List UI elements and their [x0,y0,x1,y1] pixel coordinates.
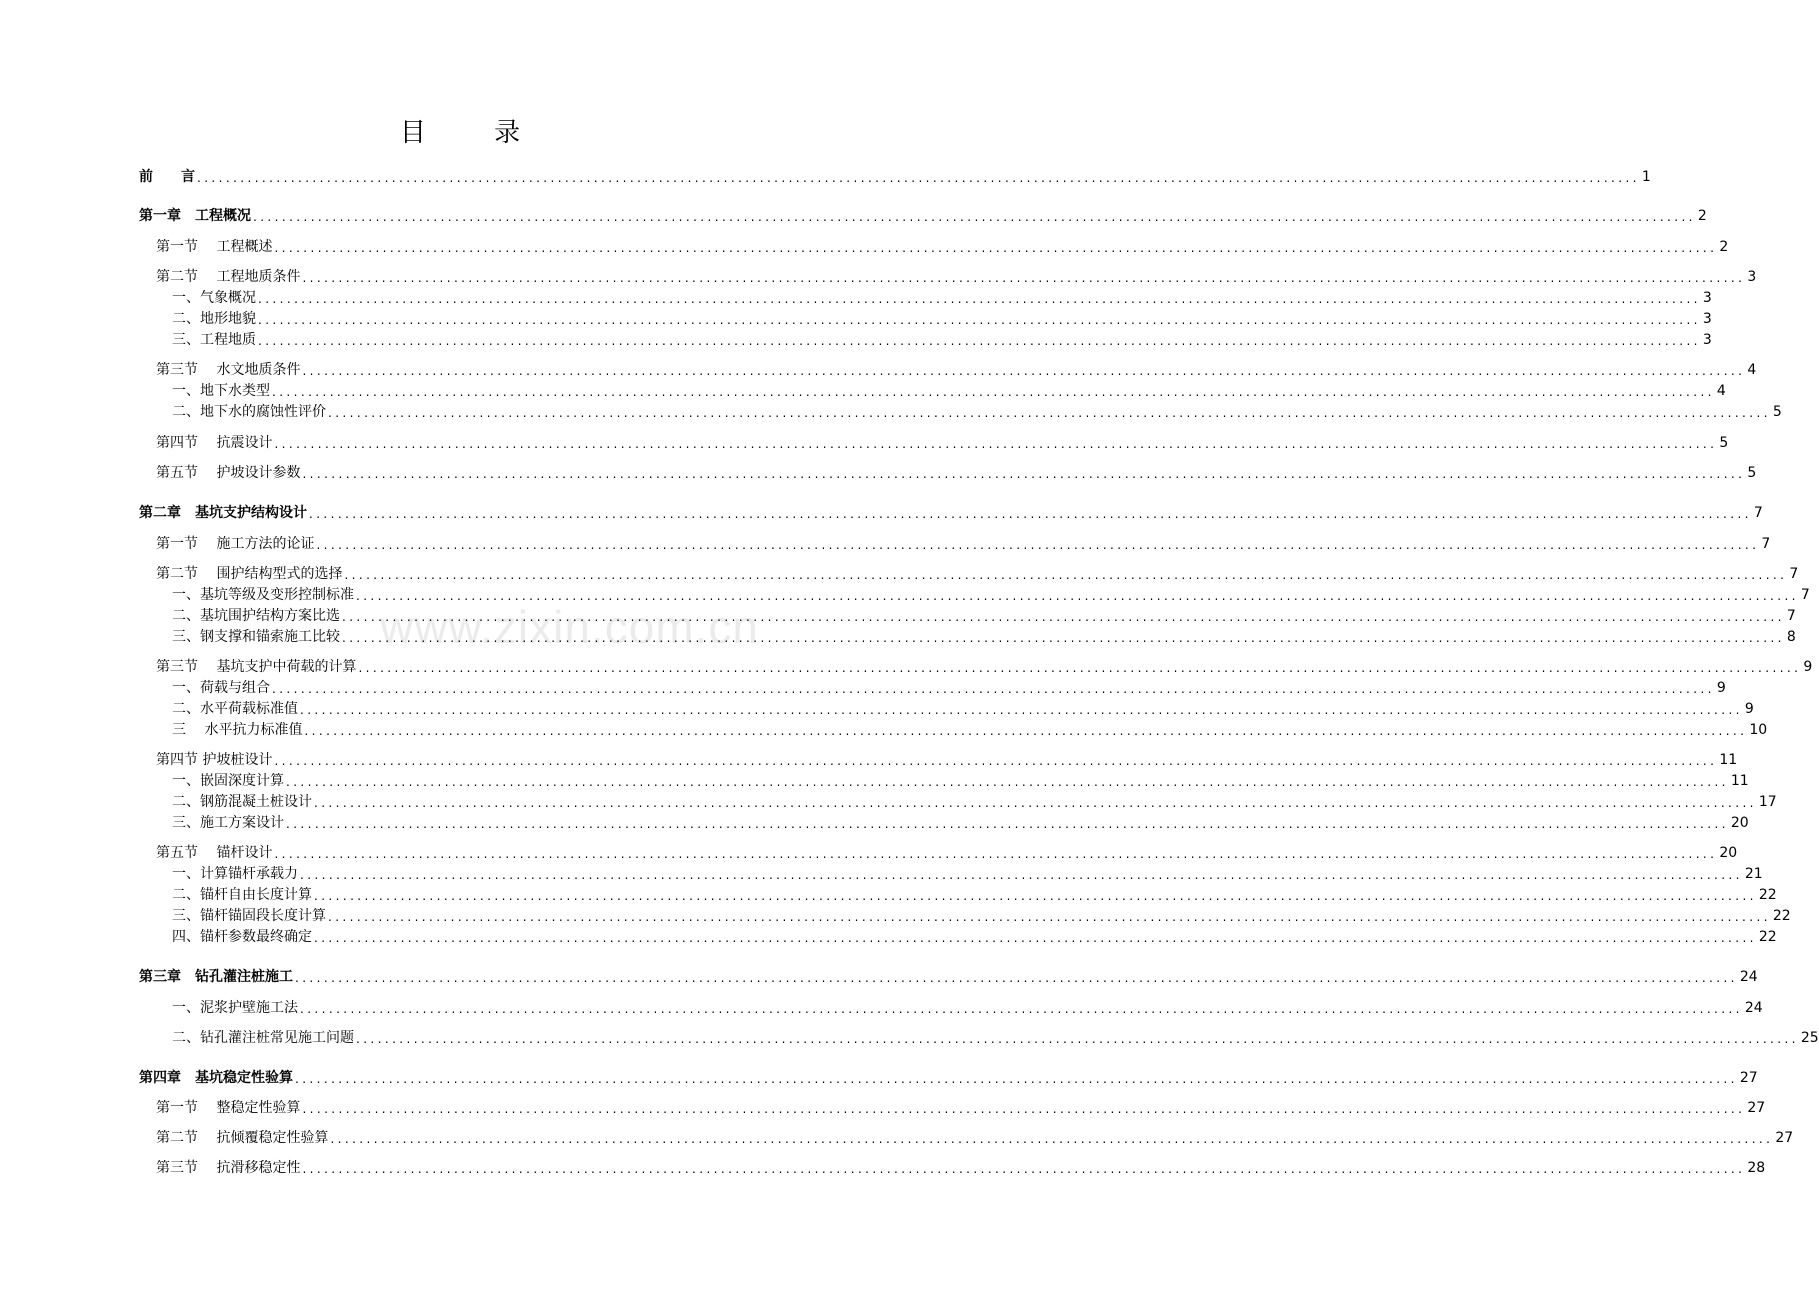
dot-leader: ........................................................................................................................................................................................................ [328,406,1771,420]
dot-leader: ........................................................................................................................................................................................................ [286,817,1729,831]
toc-entry[interactable] [156,360,1757,380]
toc-entry-label: 第二章 基坑支护结构设计 [139,505,307,521]
toc-entry[interactable] [156,750,1738,770]
toc-entry[interactable] [156,237,1729,257]
toc-entry-label: 第二节 围护结构型式的选择 [156,566,343,582]
toc-entry-label: 二、钻孔灌注桩常见施工问题 [172,1030,354,1046]
toc-entry-page: 22 [1758,929,1777,945]
toc-entry-label: 三、钢支撑和锚索施工比较 [172,629,340,645]
toc-entry-label: 前 言 [139,169,195,185]
dot-leader: ........................................................................................................................................................................................................ [330,1132,1774,1146]
toc-entry-page: 7 [1753,505,1763,521]
toc-entry-page: 3 [1747,269,1757,285]
toc-entry[interactable] [139,206,1707,226]
toc-entry-page: 5 [1719,435,1729,451]
toc-entry-label: 一、基坑等级及变形控制标准 [172,587,354,603]
dot-leader: ........................................................................................................................................................................................................ [300,868,1743,882]
toc-entry-page: 28 [1747,1160,1766,1176]
dot-leader: ........................................................................................................................................................................................................ [342,631,1785,645]
toc-entry-label: 第四节 护坡桩设计 [156,752,273,768]
toc-entry[interactable] [156,843,1738,863]
dot-leader: ........................................................................................................................................................................................................ [300,703,1743,717]
toc-entry[interactable] [172,627,1796,647]
toc-entry-page: 24 [1739,969,1758,985]
toc-entry-label: 第五节 护坡设计参数 [156,465,301,481]
toc-entry-label: 第一节 工程概述 [156,239,273,255]
toc-entry[interactable] [172,288,1712,308]
toc-entry-page: 3 [1702,332,1712,348]
toc-entry[interactable] [172,402,1782,422]
dot-leader: ........................................................................................................................................................................................................ [258,313,1701,327]
toc-entry-label: 一、嵌固深度计算 [172,773,284,789]
toc-entry[interactable] [172,927,1777,947]
toc-entry[interactable] [172,813,1749,833]
toc-entry[interactable] [172,381,1726,401]
dot-leader: ........................................................................................................................................................................................................ [302,364,1746,378]
dot-leader: ........................................................................................................................................................................................................ [274,847,1718,861]
dot-leader: ........................................................................................................................................................................................................ [328,910,1771,924]
toc-entry[interactable] [172,585,1810,605]
dot-leader: ........................................................................................................................................................................................................ [358,661,1802,675]
dot-leader: ........................................................................................................................................................................................................ [356,1032,1799,1046]
dot-leader: ........................................................................................................................................................................................................ [295,1072,1738,1086]
toc-entry-page: 10 [1749,722,1768,738]
toc-entry-label: 第四节 抗震设计 [156,435,273,451]
toc-entry-label: 第五节 锚杆设计 [156,845,273,861]
toc-entry[interactable] [172,309,1712,329]
toc-entry-page: 7 [1761,536,1771,552]
toc-entry-label: 一、荷载与组合 [172,680,270,696]
toc-entry-label: 一、计算锚杆承载力 [172,866,298,882]
toc-entry[interactable] [172,998,1763,1018]
toc-entry-label: 第一节 整稳定性验算 [156,1100,301,1116]
dot-leader: ........................................................................................................................................................................................................ [274,241,1718,255]
toc-entry-label: 第四章 基坑稳定性验算 [139,1070,293,1086]
toc-entry-label: 一、气象概况 [172,290,256,306]
toc-entry-label: 第二节 抗倾覆稳定性验算 [156,1130,329,1146]
toc-entry-label: 二、地下水的腐蚀性评价 [172,404,326,420]
toc-entry[interactable] [139,503,1763,523]
toc-entry[interactable] [172,771,1749,791]
dot-leader: ........................................................................................................................................................................................................ [258,334,1701,348]
dot-leader: ........................................................................................................................................................................................................ [286,775,1729,789]
toc-entry-label: 第三节 基坑支护中荷载的计算 [156,659,357,675]
dot-leader: ........................................................................................................................................................................................................ [302,271,1746,285]
toc-entry-label: 第一节 施工方法的论证 [156,536,315,552]
toc-entry[interactable] [172,330,1712,350]
toc-entry-page: 27 [1775,1130,1794,1146]
toc-entry-label: 第二节 工程地质条件 [156,269,301,285]
toc-entry-label: 二、水平荷载标准值 [172,701,298,717]
toc-entry[interactable] [172,720,1768,740]
toc-entry-page: 5 [1772,404,1782,420]
dot-leader: ........................................................................................................................................................................................................ [300,1002,1743,1016]
dot-leader: ........................................................................................................................................................................................................ [274,437,1718,451]
toc-entry[interactable] [156,433,1729,453]
toc-entry-label: 第三节 水文地质条件 [156,362,301,378]
dot-leader: ........................................................................................................................................................................................................ [316,538,1760,552]
dot-leader: ........................................................................................................................................................................................................ [344,568,1788,582]
toc-entry-label: 第三节 抗滑移稳定性 [156,1160,301,1176]
toc-entry[interactable] [172,606,1796,626]
dot-leader: ........................................................................................................................................................................................................ [302,1162,1746,1176]
toc-entry-page: 11 [1719,752,1738,768]
toc-entry[interactable] [156,1158,1766,1178]
toc-entry-page: 11 [1730,773,1749,789]
toc-entry[interactable] [172,1028,1819,1048]
toc-entry-page: 4 [1747,362,1757,378]
dot-leader: ........................................................................................................................................................................................................ [302,1102,1746,1116]
toc-entry-page: 1 [1641,169,1651,185]
toc-entry-page: 24 [1744,1000,1763,1016]
dot-leader: ........................................................................................................................................................................................................ [197,171,1640,185]
toc-entry-page: 22 [1758,887,1777,903]
toc-entry-page: 7 [1800,587,1810,603]
toc-entry-label: 第一章 工程概况 [139,208,251,224]
dot-leader: ........................................................................................................................................................................................................ [274,754,1718,768]
dot-leader: ........................................................................................................................................................................................................ [342,610,1785,624]
dot-leader: ........................................................................................................................................................................................................ [253,210,1696,224]
toc-entry[interactable] [156,564,1799,584]
toc-entry-page: 9 [1803,659,1813,675]
toc-entry[interactable] [172,864,1763,884]
toc-entry[interactable] [156,463,1757,483]
toc-entry-page: 7 [1786,608,1796,624]
dot-leader: ........................................................................................................................................................................................................ [302,467,1746,481]
toc-entry-label: 一、泥浆护壁施工法 [172,1000,298,1016]
toc-entry[interactable] [139,1068,1758,1088]
toc-entry[interactable] [172,885,1777,905]
dot-leader: ........................................................................................................................................................................................................ [304,724,1748,738]
toc-entry-label: 二、锚杆自由长度计算 [172,887,312,903]
toc-entry-label: 二、基坑围护结构方案比选 [172,608,340,624]
toc-entry-page: 3 [1702,311,1712,327]
toc-entry-page: 17 [1758,794,1777,810]
toc-entry-page: 2 [1719,239,1729,255]
dot-leader: ........................................................................................................................................................................................................ [295,971,1738,985]
toc-entry-page: 20 [1719,845,1738,861]
toc-entry-label: 四、锚杆参数最终确定 [172,929,312,945]
toc-entry-page: 9 [1716,680,1726,696]
dot-leader: ........................................................................................................................................................................................................ [258,292,1701,306]
toc-entry[interactable] [172,678,1726,698]
dot-leader: ........................................................................................................................................................................................................ [356,589,1799,603]
toc-entry-page: 2 [1697,208,1707,224]
dot-leader: ........................................................................................................................................................................................................ [314,889,1757,903]
toc-entry-page: 27 [1747,1100,1766,1116]
toc-entry[interactable] [139,167,1651,187]
toc-entry[interactable] [172,906,1791,926]
dot-leader: ........................................................................................................................................................................................................ [272,682,1715,696]
toc-entry[interactable] [172,699,1754,719]
toc-entry-label: 二、钢筋混凝土桩设计 [172,794,312,810]
toc-entry-page: 3 [1702,290,1712,306]
toc-entry-label: 三 水平抗力标准值 [172,722,303,738]
toc-entry[interactable] [172,792,1777,812]
toc-entry[interactable] [156,1128,1794,1148]
page-title: 目 录 [399,118,551,148]
toc-entry-label: 三、工程地质 [172,332,256,348]
toc-entry-label: 三、施工方案设计 [172,815,284,831]
toc-entry-label: 第三章 钻孔灌注桩施工 [139,969,293,985]
dot-leader: ........................................................................................................................................................................................................ [309,507,1752,521]
toc-entry[interactable] [156,534,1771,554]
toc-entry-page: 27 [1739,1070,1758,1086]
dot-leader: ........................................................................................................................................................................................................ [314,796,1757,810]
toc-entry-page: 5 [1747,465,1757,481]
toc-entry[interactable] [139,967,1758,987]
toc-entry-page: 4 [1716,383,1726,399]
toc-entry-page: 8 [1786,629,1796,645]
toc-entry-label: 三、锚杆锚固段长度计算 [172,908,326,924]
watermark: www.zixin.com.cn [380,601,759,653]
toc-entry[interactable] [156,1098,1766,1118]
toc-entry[interactable] [156,657,1813,677]
toc-entry-page: 9 [1744,701,1754,717]
dot-leader: ........................................................................................................................................................................................................ [272,385,1715,399]
toc-entry-page: 25 [1800,1030,1819,1046]
dot-leader: ........................................................................................................................................................................................................ [314,931,1757,945]
toc-entry-page: 22 [1772,908,1791,924]
toc-entry[interactable] [156,267,1757,287]
toc-entry-label: 一、地下水类型 [172,383,270,399]
toc-entry-label: 二、地形地貌 [172,311,256,327]
toc-entry-page: 20 [1730,815,1749,831]
toc-entry-page: 7 [1789,566,1799,582]
toc-entry-page: 21 [1744,866,1763,882]
